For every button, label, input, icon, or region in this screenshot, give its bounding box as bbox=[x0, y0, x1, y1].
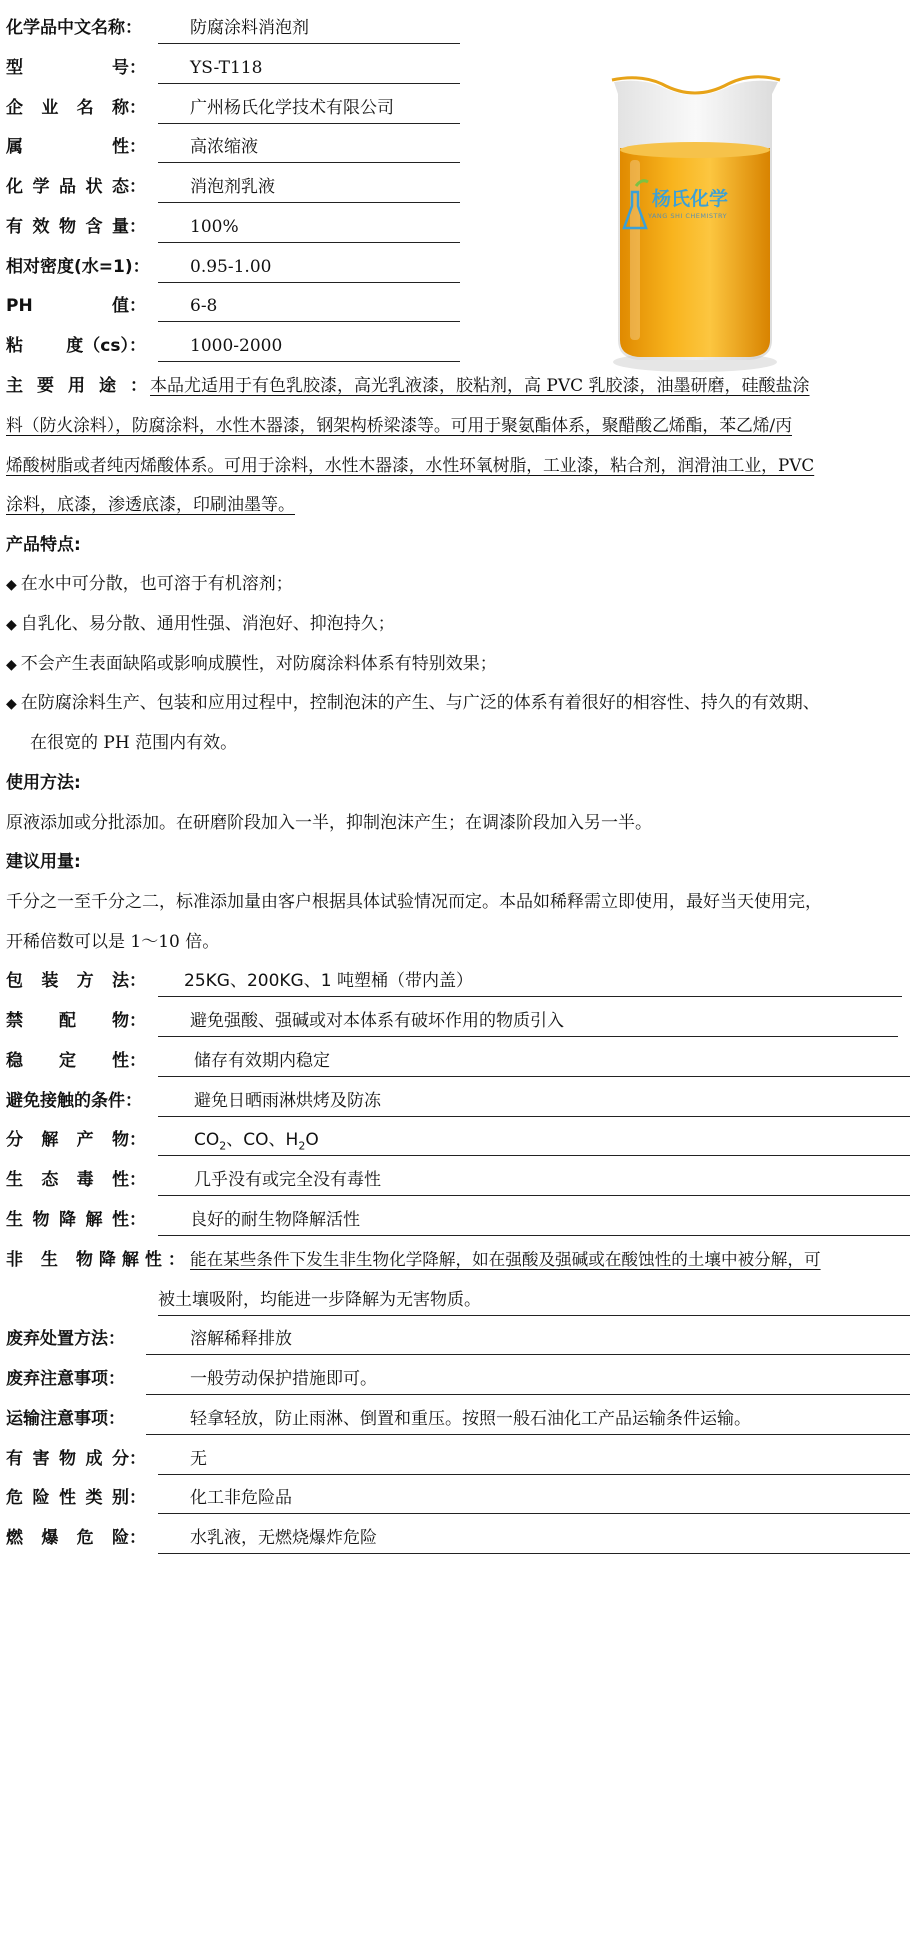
spec-value: 广州杨氏化学技术有限公司 bbox=[190, 98, 394, 118]
spec-label: 有 效 物 含 量： bbox=[6, 217, 146, 237]
safety-value: 轻拿轻放，防止雨淋、倒置和重压。按照一般石油化工产品运输条件运输。 bbox=[190, 1409, 751, 1429]
underline bbox=[158, 1444, 910, 1475]
spec-label: 型 号： bbox=[6, 58, 146, 78]
spec-value: 0.95-1.00 bbox=[190, 257, 272, 277]
bullet-icon: ◆ bbox=[6, 696, 17, 712]
safety-row bbox=[6, 1165, 916, 1195]
safety-value: 能在某些条件下发生非生物化学降解，如在强酸及强碱或在酸蚀性的土壤中被分解，可 bbox=[190, 1250, 821, 1269]
logo-subtitle: YANG SHI CHEMISTRY bbox=[648, 212, 728, 220]
safety-label: 禁 配 物： bbox=[6, 1011, 146, 1031]
safety-label: 避免接触的条件： bbox=[6, 1091, 142, 1111]
safety-row bbox=[6, 1483, 916, 1513]
feature-item: ◆ 不会产生表面缺陷或影响成膜性，对防腐涂料体系有特别效果； bbox=[6, 654, 497, 674]
safety-row bbox=[6, 1086, 916, 1116]
method-text: 原液添加或分批添加。在研磨阶段加入一半，抑制泡沫产生；在调漆阶段加入另一半。 bbox=[6, 813, 652, 833]
spec-label: 化 学 品 状 态： bbox=[6, 177, 146, 197]
spec-value: 消泡剂乳液 bbox=[190, 177, 275, 197]
safety-value: 25KG、200KG、1 吨塑桶（带内盖） bbox=[184, 971, 473, 991]
safety-row bbox=[6, 1006, 906, 1036]
safety-value: 水乳液，无燃烧爆炸危险 bbox=[190, 1528, 377, 1548]
spec-row bbox=[6, 252, 466, 282]
spec-value: 6-8 bbox=[190, 296, 218, 316]
safety-label: 非 生 物降解性： bbox=[6, 1250, 191, 1270]
dosage-line: 开稀倍数可以是 1～10 倍。 bbox=[6, 932, 220, 952]
spec-label: PH 值： bbox=[6, 296, 146, 316]
safety-value: 避免强酸、强碱或对本体系有破坏作用的物质引入 bbox=[190, 1011, 564, 1031]
safety-row bbox=[6, 1324, 916, 1354]
spec-label: 粘 度（cs）： bbox=[6, 336, 146, 356]
safety-value: $CO_2$、CO、$H_2O$ bbox=[194, 1130, 319, 1153]
safety-label: 燃 爆 危 险： bbox=[6, 1528, 146, 1548]
usage-label: 主要用途： bbox=[6, 376, 161, 396]
usage-line: 烯酸树脂或者纯丙烯酸体系。可用于涂料，水性木器漆，水性环氧树脂，工业漆，粘合剂，润滑油工业，PVC bbox=[6, 455, 815, 475]
feature-item: ◆ 自乳化、易分散、通用性强、消泡好、抑泡持久； bbox=[6, 614, 395, 634]
spec-row bbox=[6, 172, 466, 202]
features-heading: 产品特点: bbox=[6, 535, 81, 555]
safety-label: 分 解 产 物： bbox=[6, 1130, 146, 1150]
usage-line: 料（防火涂料），防腐涂料，水性木器漆，钢架构桥梁漆等。可用于聚氨酯体系，聚醋酸乙烯酯，苯乙烯/丙 bbox=[6, 415, 792, 435]
logo-name: 杨氏化学 bbox=[652, 188, 729, 210]
safety-label: 生 态 毒 性： bbox=[6, 1170, 146, 1190]
safety-value: 被土壤吸附，均能进一步降解为无害物质。 bbox=[158, 1290, 481, 1310]
bullet-icon: ◆ bbox=[6, 617, 17, 633]
spec-row bbox=[6, 13, 466, 43]
spec-value: 防腐涂料消泡剂 bbox=[190, 18, 309, 38]
feature-item: ◆ 在水中可分散，也可溶于有机溶剂； bbox=[6, 574, 293, 594]
safety-label: 废弃注意事项： bbox=[6, 1369, 125, 1389]
spec-label: 相对密度(水=1)： bbox=[6, 257, 150, 277]
spec-value: 1000-2000 bbox=[190, 336, 283, 356]
usage-line: 本品尤适用于有色乳胶漆，高光乳液漆，胶粘剂，高 PVC 乳胶漆，油墨研磨，硅酸盐涂 bbox=[150, 376, 810, 396]
safety-row bbox=[6, 1245, 916, 1275]
product-beaker-image bbox=[600, 60, 790, 380]
safety-row bbox=[6, 1523, 916, 1553]
spec-value: 高浓缩液 bbox=[190, 137, 258, 157]
safety-row bbox=[6, 1364, 916, 1394]
safety-label: 生 物 降 解 性： bbox=[6, 1210, 146, 1230]
spec-label: 企 业 名 称： bbox=[6, 98, 146, 118]
safety-value: 溶解稀释排放 bbox=[190, 1329, 292, 1349]
safety-label: 稳 定 性： bbox=[6, 1051, 146, 1071]
spec-row bbox=[6, 93, 466, 123]
safety-row bbox=[6, 1046, 916, 1076]
safety-label: 危 险 性 类 别： bbox=[6, 1488, 146, 1508]
dosage-heading: 建议用量: bbox=[6, 852, 81, 872]
spec-row bbox=[6, 53, 466, 83]
feature-item-continued: 在很宽的 PH 范围内有效。 bbox=[30, 733, 238, 753]
safety-label: 有 害 物 成 分： bbox=[6, 1449, 146, 1469]
safety-row-continued bbox=[6, 1285, 916, 1315]
spec-label: 化学品中文名称： bbox=[6, 18, 142, 38]
safety-value: 良好的耐生物降解活性 bbox=[190, 1210, 360, 1230]
safety-row bbox=[6, 1205, 916, 1235]
bullet-icon: ◆ bbox=[6, 657, 17, 673]
safety-value: 避免日晒雨淋烘烤及防冻 bbox=[194, 1091, 381, 1111]
spec-label: 属 性： bbox=[6, 137, 146, 157]
safety-value: 无 bbox=[190, 1449, 207, 1469]
bullet-icon: ◆ bbox=[6, 577, 17, 593]
spec-row bbox=[6, 291, 466, 321]
safety-value: 几乎没有或完全没有毒性 bbox=[194, 1170, 381, 1190]
spec-row bbox=[6, 212, 466, 242]
spec-value: 100% bbox=[190, 217, 239, 237]
safety-label: 运输注意事项： bbox=[6, 1409, 125, 1429]
safety-row bbox=[6, 1125, 916, 1155]
method-heading: 使用方法: bbox=[6, 773, 81, 793]
usage-line: 涂料，底漆，渗透底漆，印刷油墨等。 bbox=[6, 495, 295, 515]
dosage-line: 千分之一至千分之二，标准添加量由客户根据具体试验情况而定。本品如稀释需立即使用，最好当天使用完， bbox=[6, 892, 822, 912]
spec-row bbox=[6, 132, 466, 162]
safety-value: 储存有效期内稳定 bbox=[194, 1051, 330, 1071]
safety-row bbox=[6, 966, 906, 996]
spec-value: YS-T118 bbox=[190, 58, 263, 78]
safety-label: 废弃处置方法： bbox=[6, 1329, 125, 1349]
safety-value: 一般劳动保护措施即可。 bbox=[190, 1369, 377, 1389]
safety-row bbox=[6, 1404, 916, 1434]
feature-item: ◆ 在防腐涂料生产、包装和应用过程中，控制泡沫的产生、与广泛的体系有着很好的相容性、持久的有效期、 bbox=[6, 693, 820, 713]
safety-value: 化工非危险品 bbox=[190, 1488, 292, 1508]
safety-row bbox=[6, 1444, 916, 1474]
spec-row bbox=[6, 331, 466, 361]
safety-label: 包 装 方 法： bbox=[6, 971, 146, 991]
